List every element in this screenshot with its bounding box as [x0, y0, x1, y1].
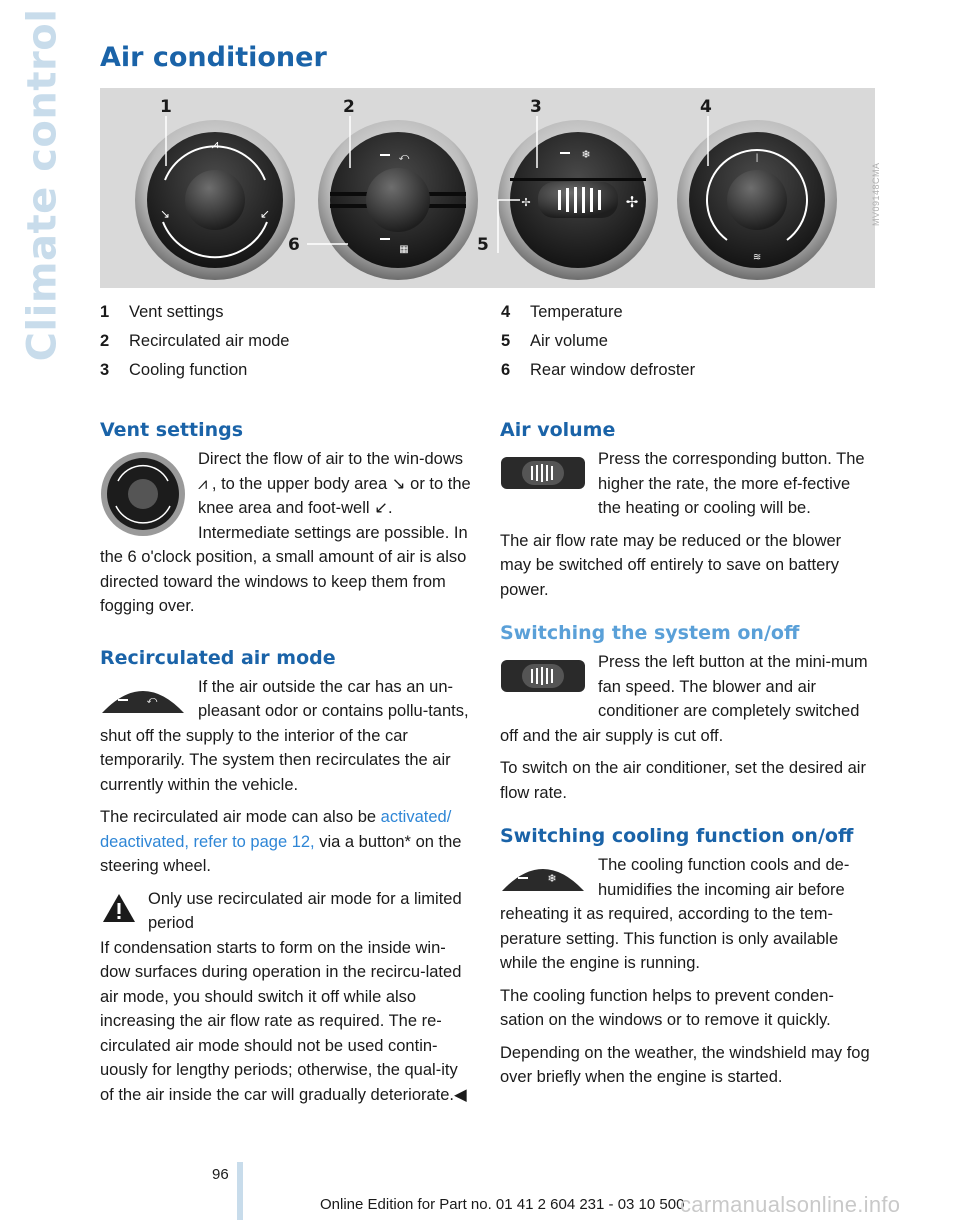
temperature-dial — [677, 120, 837, 280]
cooling-windshield-text: Depending on the weather, the windshield may fog over briefly when the engine is started. — [500, 1043, 870, 1086]
warning-body: If condensation starts to form on the inside win-dow surfaces during operation in the recircu-lated air mode, you should switch it off while also increasing the air flow rate as required. The re-circulated air mode should not be used contin-uously for lengthy periods; otherwise, the qual-ity of the air inside the car will gradually deteriorate.◀ — [100, 938, 467, 1104]
legend-right — [501, 298, 881, 385]
upper-body-vent-icon: ↘ — [391, 473, 406, 493]
legend-left — [100, 298, 480, 385]
cooling-button-icon — [500, 857, 586, 895]
callout-5: 5 — [477, 235, 489, 255]
recirculation-defroster-dial — [318, 120, 478, 280]
vent-dial-icon — [100, 451, 186, 537]
recirculated-air-heading: Recirculated air mode — [100, 646, 336, 669]
cooling-condensation-text: The cooling function helps to prevent conden-sation on the windows or to remove it quickly. — [500, 986, 834, 1029]
legend-item: 3 Cooling function — [100, 361, 248, 379]
svg-text:↙: ↙ — [259, 207, 271, 221]
recirculation-button-icon — [100, 679, 186, 717]
legend-item: 6 Rear window defroster — [501, 361, 696, 379]
warning-icon — [102, 893, 136, 923]
svg-text:❄: ❄ — [547, 872, 557, 885]
page-12-link[interactable]: activated/ deactivated, refer to page 12, — [100, 808, 452, 851]
cooling-airvolume-dial — [498, 120, 658, 280]
cooling-onoff-heading: Switching cooling function on/off — [500, 825, 854, 847]
windshield-vent-icon: ⩘ — [198, 473, 208, 493]
warning-note — [100, 887, 475, 936]
right-column — [500, 415, 875, 1098]
recirculated-air-text: If the air outside the car has an un-pleasant odor or contains pollu-tants, shut off the supply to the interior of the car temporarily. The system then recirculates the air currently within the vehicle. — [100, 677, 469, 794]
air-volume-text: Press the corresponding button. The higher the rate, the more ef-fective the heating or cooling will be. — [598, 450, 865, 517]
svg-text:❄: ❄ — [581, 148, 591, 161]
legend-item: 5 Air volume — [501, 332, 608, 350]
cooling-text: The cooling function cools and de-humidifies the incoming air before reheating it as required, according to the tem-perature setting. This function is only available while the engine is running. — [500, 856, 850, 972]
svg-text:↘: ↘ — [159, 207, 171, 221]
warning-title: Only use recirculated air mode for a limited period — [148, 889, 462, 932]
svg-text:✢: ✢ — [625, 193, 639, 211]
svg-text:▦: ▦ — [399, 244, 409, 255]
callout-6: 6 — [288, 235, 300, 255]
air-volume-battery-text: The air flow rate may be reduced or the blower may be switched off entirely to save on battery power. — [500, 531, 842, 599]
system-onoff-text: Press the left button at the mini-mum fan speed. The blower and air conditioner are completely switched off and the air supply is cut off. — [500, 653, 868, 745]
svg-text:⤺: ⤺ — [398, 152, 410, 163]
system-onoff-heading: Switching the system on/off — [500, 622, 800, 644]
footer-bar — [237, 1162, 243, 1220]
callout-3: 3 — [530, 97, 542, 117]
vent-settings-heading: Vent settings — [100, 419, 244, 441]
vent-settings-text: Direct the flow of air to the win-dows ⩘ , to the upper body area ↘ or to the knee area and foot-well ↙. Intermediate settings are possible. In the 6 o'clock position, a small amount of air is also directed toward the windows to keep them from fogging over. — [100, 450, 471, 615]
page-number: 96 — [212, 1166, 229, 1183]
svg-text:✢: ✢ — [521, 196, 531, 209]
callout-1: 1 — [160, 97, 172, 117]
system-on-text: To switch on the air conditioner, set the desired air flow rate. — [500, 759, 866, 802]
svg-text:⩘: ⩘ — [211, 137, 219, 151]
edition-text: Online Edition for Part no. 01 41 2 604 231 - 03 10 500 — [320, 1196, 685, 1213]
chapter-side-title — [12, 8, 72, 362]
recirculated-air-steering-text: The recirculated air mode can also be activated/ deactivated, refer to page 12, via a button* on the steering wheel. — [100, 808, 462, 875]
air-volume-heading: Air volume — [500, 419, 616, 441]
air-conditioner-figure — [100, 88, 875, 288]
chapter-side-title-text: Climate control — [19, 8, 65, 362]
callout-4: 4 — [700, 97, 712, 117]
vent-settings-dial — [135, 120, 295, 280]
svg-text:|: | — [755, 152, 759, 162]
svg-text:≋: ≋ — [752, 252, 762, 263]
legend-item: 1 Vent settings — [100, 303, 224, 321]
air-volume-button-icon — [500, 451, 586, 495]
legend-item: 4 Temperature — [501, 303, 623, 321]
watermark: carmanualsonline.info — [680, 1192, 901, 1217]
left-column — [100, 415, 475, 1115]
page-title: Air conditioner — [100, 42, 327, 73]
svg-text:⤺: ⤺ — [146, 694, 158, 706]
callout-2: 2 — [343, 97, 355, 117]
legend-item: 2 Recirculated air mode — [100, 332, 290, 350]
fan-speed-button-icon — [500, 654, 586, 698]
figure-code: MV09148CMA — [871, 162, 881, 226]
footwell-vent-icon: ↙ — [374, 498, 388, 517]
